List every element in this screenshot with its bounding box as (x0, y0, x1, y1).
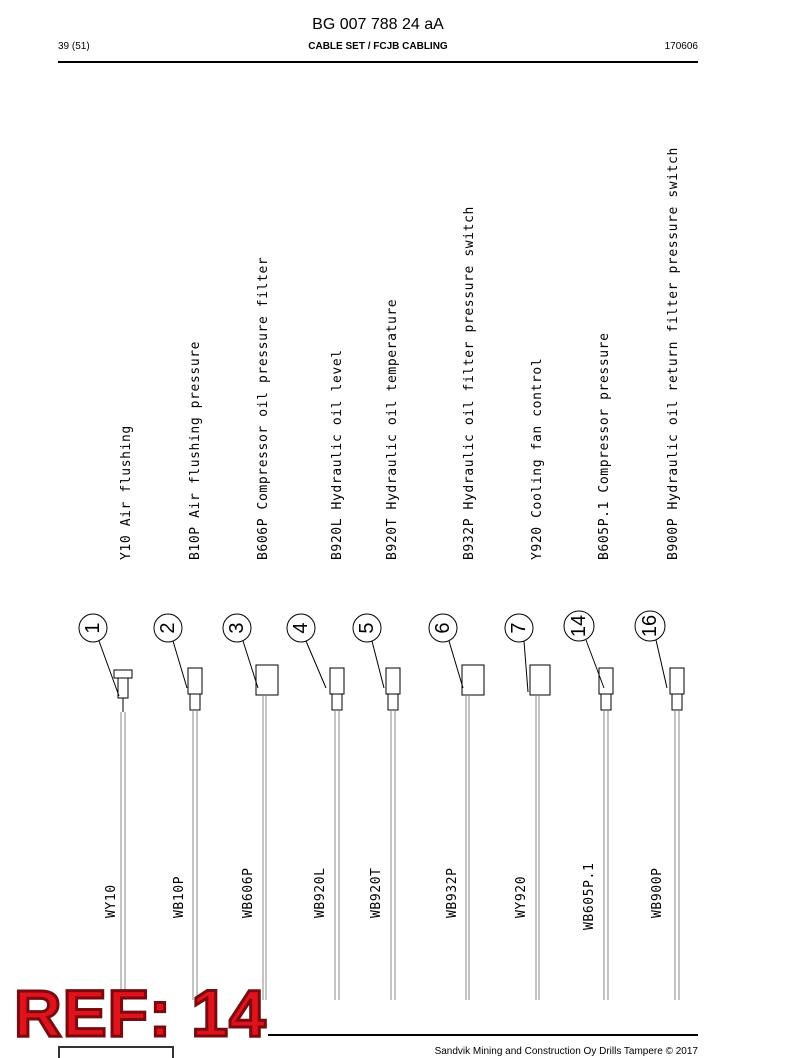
cable-assembly-2 (154, 614, 202, 1000)
item-description: B920L Hydraulic oil level (330, 349, 345, 560)
doc-number: BG 007 788 24 aA (312, 16, 444, 33)
cable-code: WB10P (172, 875, 187, 918)
item-description: B10P Air flushing pressure (188, 340, 203, 560)
callout-number: 5 (356, 622, 378, 634)
logo-strip (58, 1046, 174, 1058)
item-description: B605P.1 Compressor pressure (597, 332, 612, 560)
cable-assembly-6 (429, 614, 484, 1000)
document-title: CABLE SET / FCJB CABLING (308, 41, 448, 52)
cable-assembly-16 (635, 611, 684, 1000)
cable-code: WB606P (241, 867, 256, 918)
item-description: Y10 Air flushing (119, 425, 134, 560)
item-description: B900P Hydraulic oil return filter pressure switch (666, 147, 681, 560)
cable-assembly-3 (223, 614, 278, 1000)
callout-number: 7 (508, 622, 530, 634)
cable-code: WB900P (650, 867, 665, 918)
cable-code: WB605P.1 (582, 862, 597, 930)
cable-assembly-5 (353, 614, 400, 1000)
callout-number: 6 (432, 622, 454, 634)
item-description: B606P Compressor oil pressure filter (256, 256, 271, 560)
callout-number: 2 (157, 622, 179, 634)
callout-number: 16 (639, 614, 661, 638)
ref-stamp: REF: 14 (14, 976, 267, 1050)
cable-code: WY10 (104, 884, 119, 918)
item-description: B920T Hydraulic oil temperature (385, 298, 400, 560)
cable-assembly-14 (564, 611, 613, 1000)
callout-number: 14 (568, 614, 590, 638)
cable-assembly-7 (505, 614, 550, 1000)
footer-copyright: Sandvik Mining and Construction Oy Drills Tampere © 2017 (434, 1046, 698, 1057)
cable-code: WB920L (313, 867, 328, 918)
cable-assembly-1 (79, 614, 132, 1000)
cable-code: WB932P (445, 867, 460, 918)
item-description: Y920 Cooling fan control (530, 357, 545, 560)
page-number: 39 (51) (58, 41, 90, 52)
callout-number: 1 (82, 622, 104, 634)
document-date: 170606 (664, 41, 698, 52)
item-description: B932P Hydraulic oil filter pressure switch (462, 206, 477, 560)
callout-number: 3 (226, 622, 248, 634)
cable-code: WB920T (369, 867, 384, 918)
footer-rule (268, 1034, 698, 1036)
callout-number: 4 (290, 622, 312, 634)
cable-assembly-4 (287, 614, 344, 1000)
cable-code: WY920 (514, 875, 529, 918)
